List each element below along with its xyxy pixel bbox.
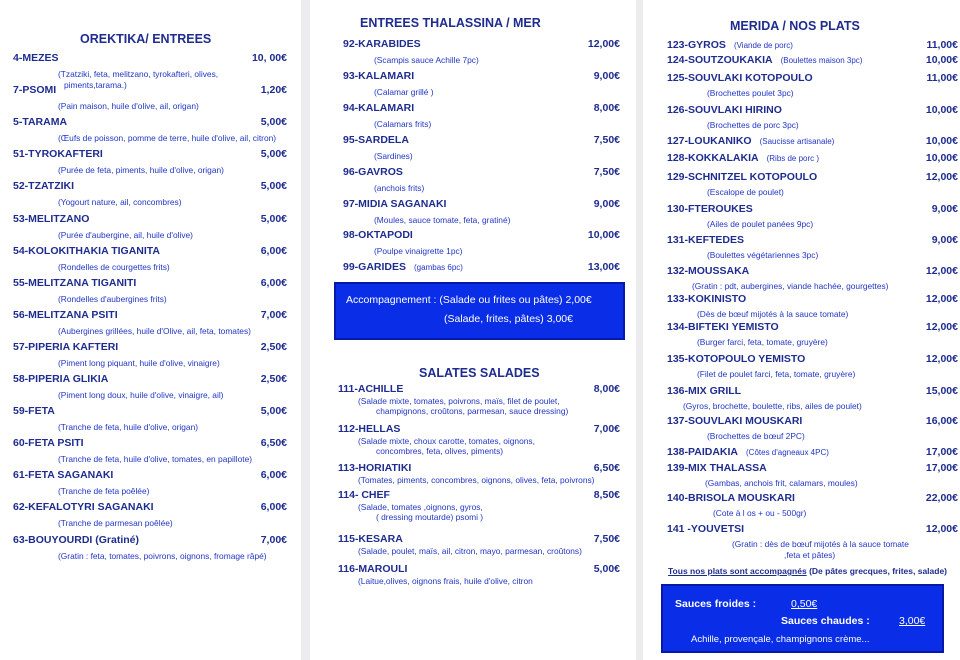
menu-item-inline-desc: (gambas 6pc) (414, 263, 463, 273)
menu-item-description: (Tranche de feta poêlée) (58, 486, 150, 497)
menu-item-price: 5,00€ (260, 180, 287, 193)
menu-item-price: 7,00€ (260, 533, 287, 546)
menu-item-name: 140-BRISOLA MOUSKARI (667, 492, 795, 504)
menu-item-name: 93-KALAMARI (343, 69, 415, 82)
sauces-froides-price: 0,50€ (791, 598, 818, 610)
menu-item-name: 111-ACHILLE (338, 383, 404, 395)
menu-item-name: 99-GARIDES (gambas 6pc) (343, 261, 463, 274)
menu-item-description: (Brochettes poulet 3pc) (707, 88, 794, 98)
menu-item-name: 137-SOUVLAKI MOUSKARI (667, 415, 803, 427)
menu-item-name: 53-MELITZANO (13, 212, 90, 225)
menu-item-name: 94-KALAMARI (343, 101, 415, 114)
menu-item-description: (Salade, poulet, maïs, ail, citron, mayo, parmesan, croûtons) (358, 546, 582, 556)
menu-item-description: (Rondelles de courgettes frits) (58, 261, 170, 272)
menu-item-name: 129-SCHNITZEL KOTOPOULO (667, 171, 818, 183)
menu-item-name: 138-PAIDAKIA (Côtes d'agneaux 4PC) (667, 446, 829, 458)
menu-item-price: 12,00€ (925, 321, 958, 333)
menu-item-description: champignons, croûtons, parmesan, sauce dressing) (376, 406, 569, 417)
menu-item-inline-desc: (Ribs de porc ) (766, 154, 820, 163)
menu-item-description: (anchois frits) (374, 182, 425, 193)
menu-item-description: (Tomates, piments, concombres, oignons, olives, feta, poivrons) (358, 475, 595, 485)
menu-item-name: 139-MIX THALASSA (667, 462, 767, 474)
menu-item-name: 52-TZATZIKI (13, 180, 75, 193)
menu-item-description: (Gratin : feta, tomates, poivrons, oignons, fromage râpé) (58, 550, 267, 561)
plats-note-rest: (De pâtes grecques, frites, salade) (806, 566, 948, 576)
menu-item-description: (Tranche de parmesan poêlée) (58, 518, 173, 529)
menu-item-price: 15,00€ (925, 385, 958, 397)
menu-item-description: (Piment long piquant, huile d'olive, vinaigre) (58, 357, 220, 368)
menu-item-name: 125-SOUVLAKI KOTOPOULO (667, 72, 813, 84)
menu-item-name: 133-KOKINISTO (667, 293, 747, 305)
menu-item-description: (Brochettes de porc 3pc) (707, 120, 799, 130)
menu-item-name: 7-PSOMI (13, 84, 57, 97)
menu-item-description: (Brochettes de bœuf 2PC) (707, 431, 805, 441)
sauces-list: Achille, provençale, champignons crème... (691, 634, 870, 645)
menu-item-description: (Yogourt nature, ail, concombres) (58, 197, 182, 208)
menu-item-price: 5,00€ (593, 563, 620, 575)
menu-item-name: 134-BIFTEKI YEMISTO (667, 321, 779, 333)
menu-item-name: 113-HORIATIKI (338, 462, 412, 474)
menu-item-price: 6,50€ (260, 437, 287, 450)
menu-item-price: 8,00€ (593, 101, 620, 114)
menu-item-price: 16,00€ (925, 415, 958, 427)
menu-item-description: (Tranche de feta, huile d'olive, tomates, en papillote) (58, 454, 253, 465)
menu-item-name: 115-KESARA (338, 533, 403, 545)
menu-item-price: 12,00€ (925, 353, 958, 365)
menu-item-inline-desc: (Viande de porc) (733, 41, 793, 50)
menu-item-description: (Cote à l os + ou - 500gr) (713, 508, 807, 518)
menu-item-description: (Escalope de poulet) (707, 187, 784, 197)
menu-item-description: (Salade mixte, tomates, poivrons, maïs, filet de poulet, (358, 396, 560, 406)
menu-item-price: 11,00€ (926, 39, 958, 51)
menu-item-name: 135-KOTOPOULO YEMISTO (667, 353, 806, 365)
menu-item-price: 17,00€ (925, 446, 958, 458)
menu-item-description: (Poulpe vinaigrette 1pc) (374, 246, 463, 257)
menu-item-description: (Pain maison, huile d'olive, ail, origan) (58, 101, 199, 112)
menu-item-price: 5,00€ (260, 405, 287, 418)
sauces-chaudes-label: Sauces chaudes : (781, 615, 870, 627)
menu-item-price: 7,50€ (593, 165, 620, 178)
menu-item-name: 130-FTEROUKES (667, 203, 753, 215)
menu-item-description: (Aubergines grillées, huile d'Olive, ail, feta, tomates) (58, 325, 251, 336)
menu-item-name: 58-PIPERIA GLIKIA (13, 373, 109, 385)
menu-item-price: 12,00€ (587, 38, 620, 50)
menu-item-name: 136-MIX GRILL (667, 385, 742, 397)
section-title-mer: ENTREES THALASSINA / MER (360, 16, 541, 30)
menu-item-description: (Gratin : pdt, aubergines, viande hachée, gourgettes) (692, 281, 889, 291)
menu-item-price: 6,00€ (260, 501, 287, 514)
menu-item-description: (Ailes de poulet panées 9pc) (707, 219, 814, 229)
menu-item-name: 97-MIDIA SAGANAKI (343, 197, 447, 210)
menu-item-price: 2,50€ (260, 340, 287, 353)
menu-item-price: 17,00€ (925, 462, 958, 474)
menu-item-name: 128-KOKKALAKIA (Ribs de porc ) (667, 152, 820, 164)
menu-item-price: 10,00€ (925, 135, 958, 147)
menu-item-description: (Tzatziki, feta, melitzano, tyrokafteri, olives, (58, 69, 219, 79)
menu-item-price: 6,00€ (260, 244, 287, 257)
menu-item-price: 10,00€ (925, 54, 958, 66)
menu-item-inline-desc: (Boulettes maison 3pc) (780, 56, 863, 65)
accompagnement-line-1: Accompagnement : (Salade ou frites ou pâtes) 2,00€ (346, 294, 592, 306)
menu-item-name: 61-FETA SAGANAKI (13, 469, 114, 482)
menu-item-description: (Tranche de feta, huile d'olive, origan) (58, 422, 199, 433)
plats-note (668, 566, 947, 576)
accompagnement-box (334, 282, 625, 340)
menu-item-price: 12,00€ (925, 265, 958, 277)
menu-item-description: (Dès de bœuf mijotés à la sauce tomate) (697, 309, 849, 319)
menu-item-description: (Purée de feta, piments, huile d'olive, origan) (58, 165, 224, 176)
menu-item-price: 22,00€ (925, 492, 958, 504)
menu-item-price: 10,00€ (587, 229, 620, 242)
menu-item-name: 123-GYROS (Viande de porc) (667, 39, 793, 51)
menu-item-price: 7,00€ (260, 308, 287, 321)
menu-item-price: 6,50€ (593, 462, 620, 474)
menu-item-name: 55-MELITZANA TIGANITI (13, 276, 137, 289)
menu-item-price: 9,00€ (593, 197, 620, 210)
menu-item-price: 10,00€ (925, 104, 958, 116)
menu-item-price: 8,00€ (593, 383, 620, 395)
section-title-entrees: OREKTIKA/ ENTREES (80, 32, 212, 46)
plats-note-underlined: Tous nos plats sont accompagnés (668, 566, 807, 576)
menu-item-price: 12,00€ (925, 523, 958, 535)
menu-item-description: (Rondelles d'aubergines frits) (58, 293, 167, 304)
menu-item-description: (Sardines) (374, 150, 413, 161)
menu-item-name: 5-TARAMA (13, 116, 68, 129)
section-title-plats: MERIDA / NOS PLATS (730, 19, 860, 33)
menu-item-name: 131-KEFTEDES (667, 234, 745, 246)
menu-item-description: (Gyros, brochette, boulette, ribs, ailes de poulet) (683, 401, 862, 411)
menu-item-name: 63-BOUYOURDI (Gratiné) (13, 533, 140, 546)
menu-item-description: (Salade mixte, choux carotte, tomates, oignons, (358, 436, 535, 446)
menu-item-description: (Boulettes végétariennes 3pc) (707, 250, 819, 260)
menu-item-description: (Calamars frits) (374, 118, 432, 129)
menu-item-description: (Œufs de poisson, pomme de terre, huile d'olive, ail, citron) (58, 133, 277, 144)
menu-item-price: 8,50€ (593, 489, 620, 501)
menu-item-name: 4-MEZES (13, 52, 59, 64)
menu-item-price: 5,00€ (260, 116, 287, 129)
menu-item-price: 10, 00€ (251, 52, 287, 64)
menu-item-price: 12,00€ (925, 293, 958, 305)
menu-item-name: 98-OKTAPODI (343, 229, 413, 242)
menu-item-description: (Purée d'aubergine, ail, huile d'olive) (58, 229, 193, 240)
menu-item-price: 2,50€ (260, 373, 287, 385)
menu-item-name: 92-KARABIDES (343, 38, 421, 50)
menu-item-name: 57-PIPERIA KAFTERI (13, 340, 119, 353)
menu-item-inline-desc: (Côtes d'agneaux 4PC) (746, 448, 829, 457)
menu-item-name: 124-SOUTZOUKAKIA (Boulettes maison 3pc) (667, 54, 863, 66)
menu-item-name: 127-LOUKANIKO (Saucisse artisanale) (667, 135, 835, 147)
menu-item-price: 7,50€ (593, 533, 620, 545)
menu-item-description: (Gambas, anchois frit, calamars, moules) (705, 478, 858, 488)
menu-item-name: 56-MELITZANA PSITI (13, 308, 118, 321)
sauces-froides-label: Sauces froides : (675, 598, 757, 610)
menu-item-price: 6,00€ (260, 469, 287, 482)
menu-item-name: 59-FETA (13, 405, 55, 418)
menu-item-name: 116-MAROULI (338, 563, 408, 575)
menu-item-description: (Moules, sauce tomate, feta, gratiné) (374, 214, 511, 225)
menu-item-name: 114- CHEF (338, 489, 390, 501)
menu-item-description: ( dressing moutarde) psomi ) (376, 512, 484, 523)
sauces-box (661, 584, 944, 653)
menu-item-price: 5,00€ (260, 212, 287, 225)
menu-item-name: 54-KOLOKITHAKIA TIGANITA (13, 244, 160, 257)
menu-item-description: concombres, feta, olives, piments) (376, 446, 504, 457)
menu-item-price: 1,20€ (260, 84, 287, 97)
menu-item-description: (Gratin : dès de bœuf mijotés à la sauce tomate (732, 539, 909, 549)
menu-item-price: 7,50€ (593, 133, 620, 146)
menu-item-price: 12,00€ (925, 171, 958, 183)
menu-item-description: (Scampis sauce Achille 7pc) (374, 55, 479, 65)
menu-item-description: (Calamar grillé ) (374, 86, 434, 97)
menu-item-name: 96-GAVROS (343, 165, 403, 178)
accompagnement-line-2: (Salade, frites, pâtes) 3,00€ (444, 313, 573, 325)
menu-item-description: (Piment long doux, huile d'olive, vinaigre, ail) (58, 390, 224, 400)
menu-item-description: (Salade, tomates ,oignons, gyros, (358, 502, 483, 512)
menu-item-price: 10,00€ (925, 152, 958, 164)
menu-item-name: 141 -YOUVETSI (667, 523, 745, 535)
menu-item-name: 60-FETA PSITI (13, 437, 84, 450)
menu-item-price: 9,00€ (593, 69, 620, 82)
sauces-chaudes-price: 3,00€ (899, 615, 926, 627)
menu-item-price: 11,00€ (926, 72, 958, 84)
menu-item-description: (Laitue,olives, oignons frais, huile d'olive, citron (358, 576, 533, 586)
menu-item-description: (Burger farci, feta, tomate, gruyère) (697, 337, 828, 347)
menu-item-name: 112-HELLAS (338, 423, 401, 435)
menu-item-price: 9,00€ (931, 234, 958, 246)
menu-item-price: 6,00€ (260, 276, 287, 289)
menu-item-inline-desc: (Saucisse artisanale) (759, 137, 835, 146)
menu-item-description: (Filet de poulet farci, feta, tomate, gruyère) (697, 369, 856, 379)
menu-item-name: 95-SARDELA (343, 133, 409, 146)
column-separator (301, 0, 310, 660)
menu-item-description: ,feta et pâtes) (784, 550, 836, 560)
menu-item-name: 51-TYROKAFTERI (13, 148, 103, 161)
menu-item-price: 5,00€ (260, 148, 287, 161)
menu-item-price: 7,00€ (593, 423, 620, 435)
menu-item-description: piments,tarama.) (64, 80, 127, 90)
menu-item-price: 13,00€ (587, 261, 620, 274)
menu-item-name: 126-SOUVLAKI HIRINO (667, 104, 782, 116)
section-title-salades: SALATES SALADES (419, 366, 540, 380)
menu-item-name: 62-KEFALOTYRI SAGANAKI (13, 501, 154, 514)
menu-item-name: 132-MOUSSAKA (667, 265, 750, 277)
menu-item-price: 9,00€ (931, 203, 958, 215)
